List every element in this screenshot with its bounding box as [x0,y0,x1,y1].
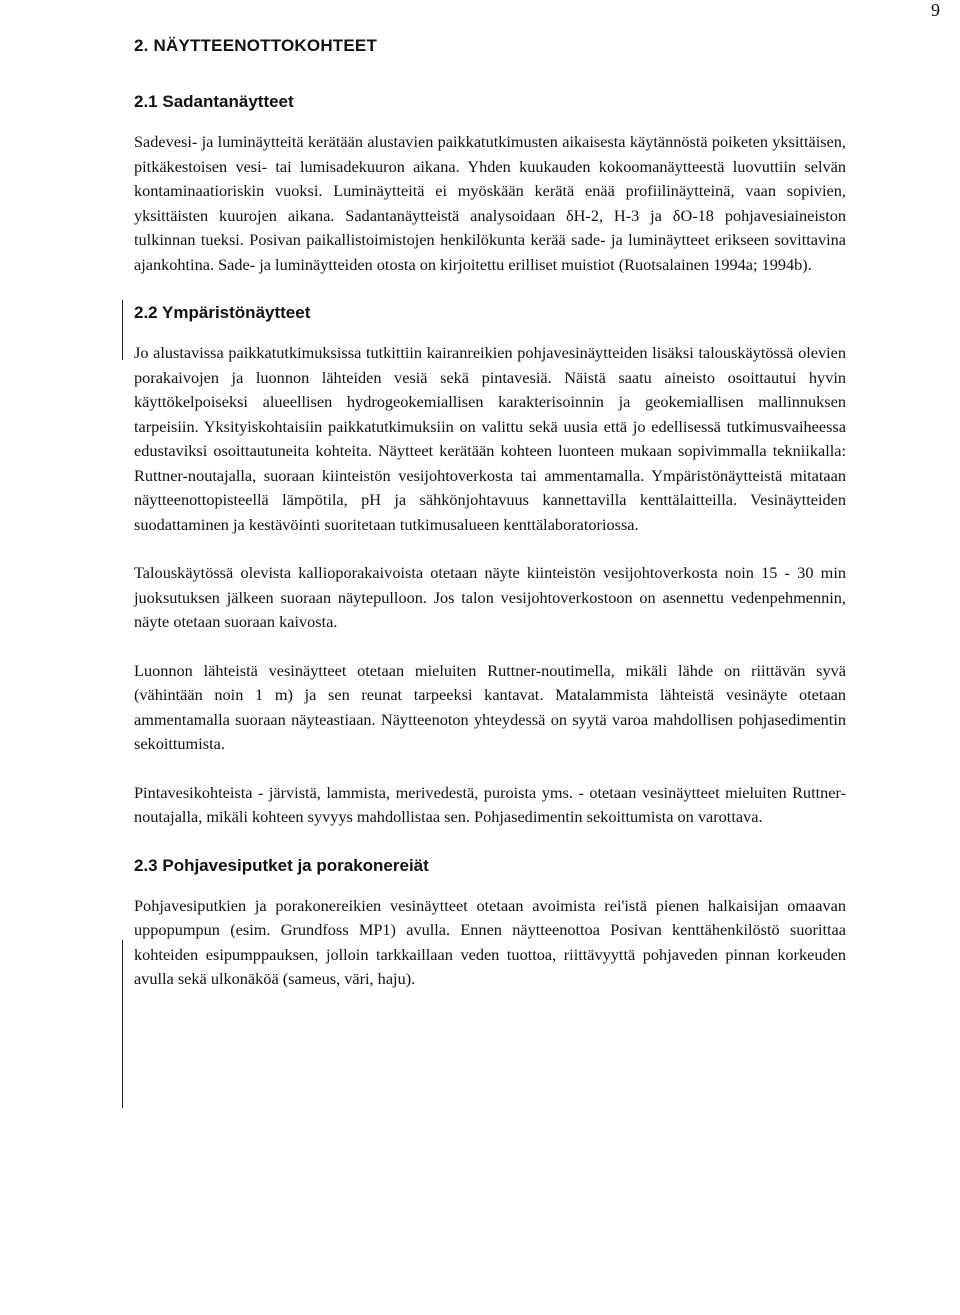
page-number: 9 [931,0,940,20]
section-title-2-1: 2.1 Sadantanäytteet [134,92,294,111]
paragraph-2-1-1: Sadevesi- ja luminäytteitä kerätään alustavien paikkatutkimusten aikaisesta käytännöstä poiketen yksittäisen, pitkäkestoisen vesi- tai lumisadekuuron aikana. Yhden kuukauden kokoomanäytteestä luovuttiin selvän kontaminaatioriskin vuoksi. Luminäytteitä ei myöskään kerätä enää profiilinäytteinä, vaan sopivien, yksittäisten kuurojen aikana. Sadantanäytteistä analysoidaan δH-2, H-3 ja δO-18 pohjavesiaineiston tulkinnan tueksi. Posivan paikallistoimistojen henkilökunta kerää sade- ja luminäytteet erikseen sovittavina ajankohtina. Sade- ja luminäytteiden otosta on kirjoitettu erilliset muistiot (Ruotsalainen 1994a; 1994b). [134,132,846,274]
change-bar-bottom [122,940,123,1108]
change-bar-top [122,300,123,360]
section-title-2-2: 2.2 Ympäristönäytteet [134,303,311,322]
paragraph-2-3-1: Pohjavesiputkien ja porakonereikien vesinäytteet otetaan avoimista rei'istä pienen halkaisijan omaavan uppopumpun (esim. Grundfoss MP1) avulla. Ennen näytteenottoa Posivan kenttähenkilöstö suorittaa kohteiden esipumppauksen, jolloin tarkkaillaan veden tuottoa, riittävyyttä pohjaveden pinnan korkeuden avulla sekä ulkonäköä (sameus, väri, haju). [134,895,846,988]
document-body [134,34,846,1016]
paragraph-2-2-4: Pintavesikohteista - järvistä, lammista, merivedestä, puroista yms. - otetaan vesinäytteet mieluiten Ruttner-noutajalla, mikäli kohteen syvyys mahdollistaa sen. Pohjasedimentin sekoittumista on varottava. [134,782,846,826]
paragraph-2-2-3: Luonnon lähteistä vesinäytteet otetaan mieluiten Ruttner-noutimella, mikäli lähde on riittävän syvä (vähintään noin 1 m) ja sen reunat tarpeeksi kantavat. Matalammista lähteistä vesinäyte otetaan ammentamalla suoraan näyteastiaan. Näytteenoton yhteydessä on syytä varoa mahdollisen pohjasedimentin sekoittumista. [134,660,846,753]
section-title-2-3: 2.3 Pohjavesiputket ja porakonereiät [134,855,429,875]
paragraph-2-2-1: Jo alustavissa paikkatutkimuksissa tutkittiin kairanreikien pohjavesinäytteiden lisäksi talouskäytössä olevien porakaivojen ja luonnon lähteiden vesiä sekä pintavesiä. Näistä saatu aineisto osoittautui hyvin käyttökelpoiseksi alueellisen hydrogeokemiallisen karakterisoinnin ja geokemiallisen mallinnuksen tarpeisiin. Yksityiskohtaisiin paikkatutkimuksiin on valittu sekä uusia että jo edellisessä tutkimusvaiheessa edustaviksi osoittautuneita kohteita. Näytteet kerätään kohteen luonteen mukaan sopivimmalla tekniikalla: Ruttner-noutajalla, suoraan kiinteistön vesijohtoverkosta tai ammentamalla. Ympäristönäytteistä mitataan näytteenottopisteellä lämpötila, pH ja sähkönjohtavuus kannettavilla kenttälaitteilla. Vesinäytteiden suodattaminen ja kestävöinti suoritetaan tutkimusalueen kenttälaboratoriossa. [134,343,846,534]
chapter-title: 2. NÄYTTEENOTTOKOHTEET [134,36,378,55]
paragraph-2-2-2: Talouskäytössä olevista kallioporakaivoista otetaan näyte kiinteistön vesijohtoverkosta noin 15 - 30 min juoksutuksen jälkeen suoraan näytepulloon. Jos talon vesijohtoverkostoon on asennettu vedenpehmennin, näyte otetaan suoraan kaivosta. [134,563,846,631]
